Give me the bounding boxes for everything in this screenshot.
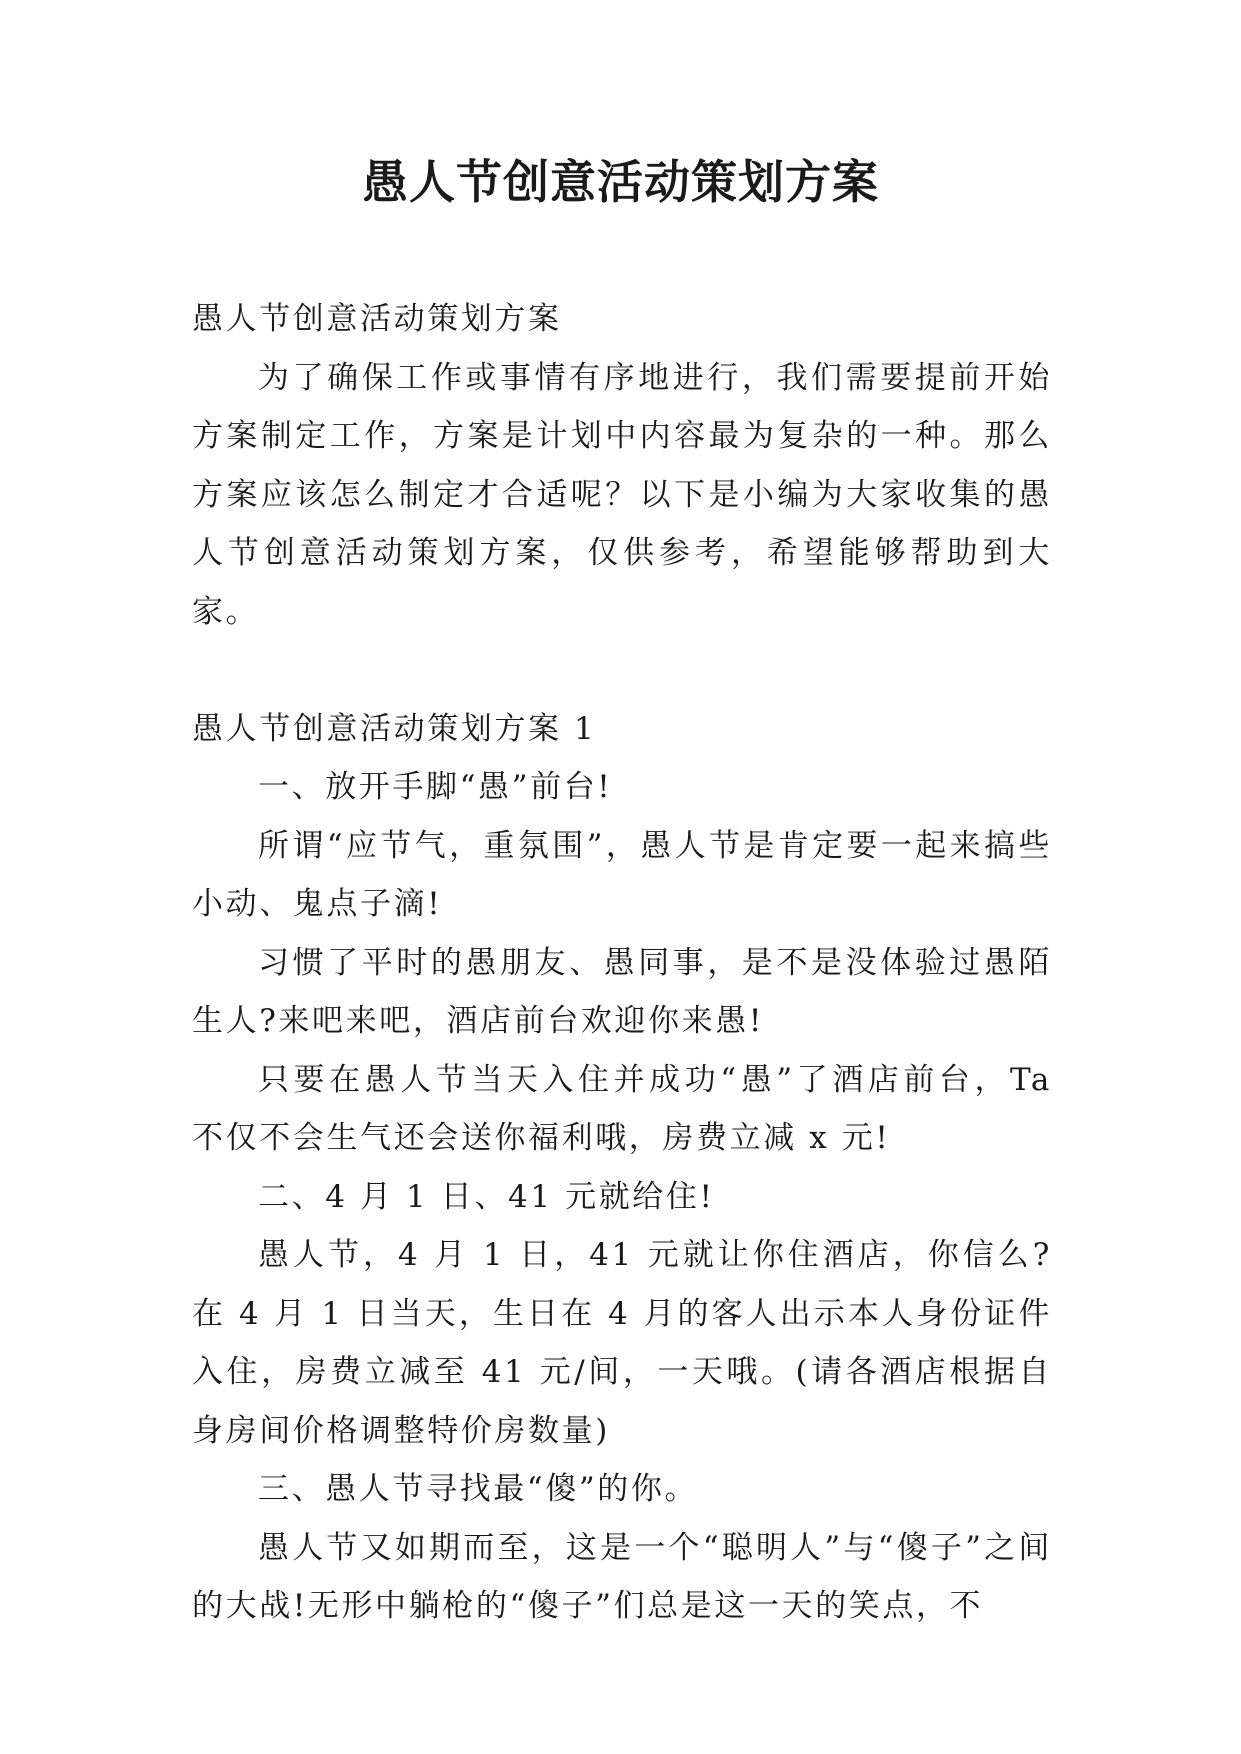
body-paragraph: 愚人节又如期而至，这是一个“聪明人”与“傻子”之间的大战!无形中躺枪的“傻子”们总是这一天的笑点，不	[192, 1529, 1052, 1624]
subheading: 三、愚人节寻找最“傻”的你。	[258, 1471, 699, 1507]
paragraph-spacer	[192, 641, 1052, 700]
document-body	[192, 290, 1052, 1636]
subheading: 二、4 月 1 日、41 元就给住!	[258, 1178, 715, 1215]
section-heading: 愚人节创意活动策划方案	[192, 301, 562, 337]
body-paragraph: 愚人节，4 月 1 日，41 元就让你住酒店，你信么?在 4 月 1 日当天，生日在 4 月的客人出示本人身份证件入住，房费立减至 41 元/间，一天哦。(请各酒店根据自身房间价格调整特价房数量)	[192, 1237, 1052, 1449]
section-heading: 愚人节创意活动策划方案 1	[192, 710, 597, 747]
intro-paragraph: 为了确保工作或事情有序地进行，我们需要提前开始方案制定工作，方案是计划中内容最为复杂的一种。那么方案应该怎么制定才合适呢？以下是小编为大家收集的愚人节创意活动策划方案，仅供参考，希望能够帮助到大家。	[192, 359, 1052, 630]
subheading: 一、放开手脚“愚”前台!	[258, 769, 613, 805]
body-paragraph: 所谓“应节气，重氛围”，愚人节是肯定要一起来搞些小动、鬼点子滴!	[192, 827, 1052, 922]
body-paragraph: 习惯了平时的愚朋友、愚同事，是不是没体验过愚陌生人?来吧来吧，酒店前台欢迎你来愚!	[192, 944, 1052, 1039]
document-title: 愚人节创意活动策划方案	[362, 155, 879, 209]
body-paragraph: 只要在愚人节当天入住并成功“愚”了酒店前台，Ta 不仅不会生气还会送你福利哦，房费立减 x 元!	[192, 1061, 1052, 1156]
